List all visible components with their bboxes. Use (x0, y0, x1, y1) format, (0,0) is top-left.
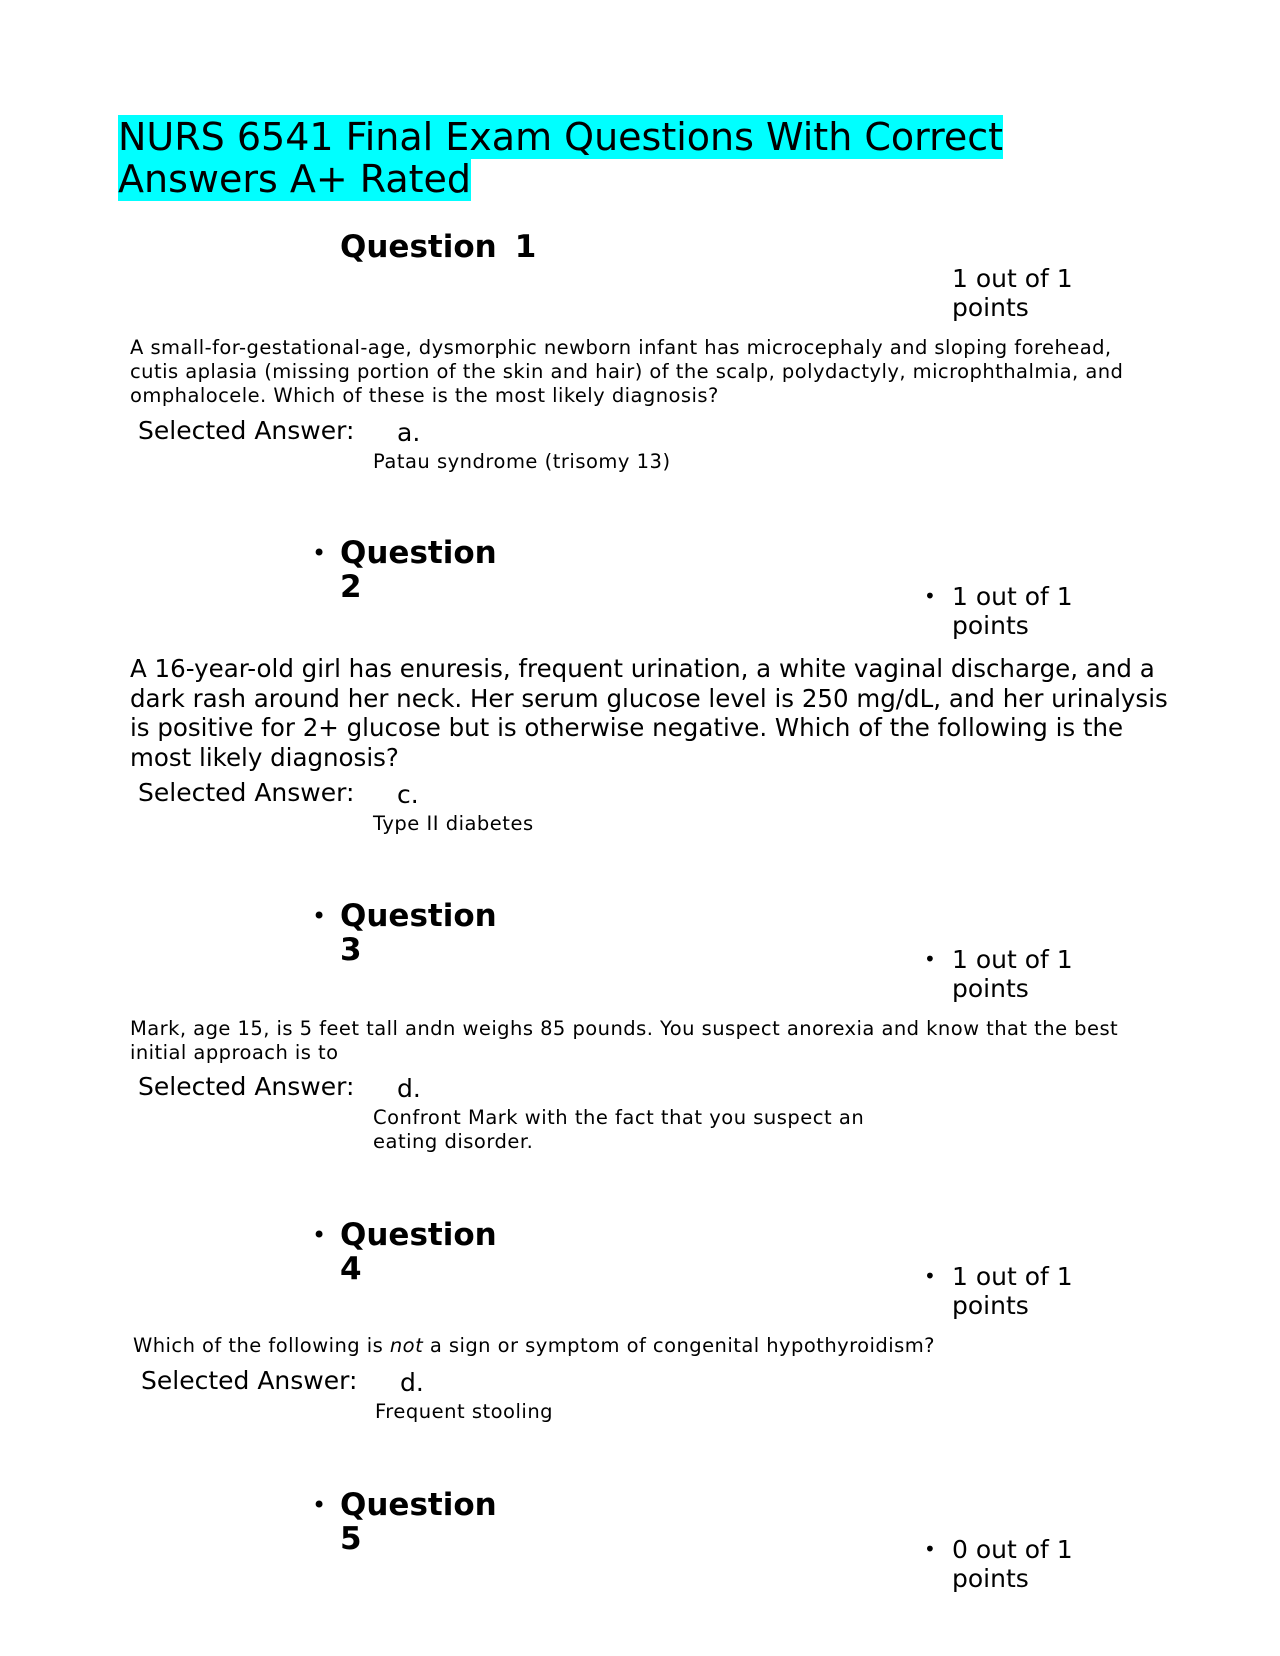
question-2-selected-label: Selected Answer: (138, 778, 355, 807)
question-4-selected-answer: Frequent stooling (375, 1400, 554, 1423)
question-5-number: 5 (340, 1521, 362, 1557)
question-1-selected-letter: a. (397, 418, 421, 447)
question-4-heading (340, 1218, 497, 1286)
question-4-text-before: Which of the following is (133, 1334, 390, 1357)
question-2-heading (340, 536, 497, 604)
question-1-heading (340, 230, 536, 264)
document-title-text: NURS 6541 Final Exam Questions With Correct Answers A+ Rated (118, 115, 1004, 201)
document-title (118, 116, 1118, 200)
question-1-number: 1 (514, 229, 537, 265)
question-3-heading (340, 899, 497, 967)
question-4-label: Question (340, 1217, 497, 1253)
question-4-text (133, 1334, 1153, 1358)
question-5-heading (340, 1488, 497, 1556)
question-3-points: • 1 out of 1 points (952, 945, 1122, 1003)
question-5-label: Question (340, 1487, 497, 1523)
question-2-number: 2 (340, 569, 362, 605)
question-3-selected-label: Selected Answer: (138, 1072, 355, 1101)
question-4-selected-label: Selected Answer: (141, 1366, 358, 1395)
question-3-label: Question (340, 898, 497, 934)
question-1-text: A small-for-gestational-age, dysmorphic newborn infant has microcephaly and sloping forehead, cutis aplasia (missing portion of the skin and hair) of the scalp, polydactyly, microphthalmia, and omphalocele. Which of these is the most likely diagnosis? (130, 336, 1124, 407)
question-2-selected-letter: c. (397, 780, 419, 809)
question-2-points: • 1 out of 1 points (952, 582, 1122, 640)
question-3-selected-answer: Confront Mark with the fact that you suspect an eating disorder. (373, 1106, 865, 1153)
question-2-label: Question (340, 535, 497, 571)
question-3-number: 3 (340, 932, 362, 968)
question-2-selected-answer: Type II diabetes (373, 812, 534, 835)
question-4-number: 4 (340, 1251, 362, 1287)
question-1-points: 1 out of 1 points (952, 264, 1073, 322)
question-4-selected-letter: d. (400, 1368, 424, 1397)
question-5-points: • 0 out of 1 points (952, 1535, 1122, 1593)
question-4-text-emphasis: not (389, 1334, 424, 1357)
question-3-selected-letter: d. (397, 1074, 421, 1103)
question-4-points: • 1 out of 1 points (952, 1262, 1122, 1320)
question-3-text: Mark, age 15, is 5 feet tall andn weighs 85 pounds. You suspect anorexia and know that the best initial approach is to (130, 1017, 1119, 1064)
question-1-selected-label: Selected Answer: (138, 416, 355, 445)
question-2-text: A 16-year-old girl has enuresis, frequent urination, a white vaginal discharge, and a dark rash around her neck. Her serum glucose level is 250 mg/dL, and her urinalysis is positive for 2+ glucose but is otherwise negative. Which of the following is the most likely diagnosis? (130, 654, 1168, 772)
question-1-selected-answer: Patau syndrome (trisomy 13) (373, 450, 671, 473)
question-4-text-after: a sign or symptom of congenital hypothyroidism? (423, 1334, 935, 1357)
question-1-label: Question (340, 229, 497, 265)
